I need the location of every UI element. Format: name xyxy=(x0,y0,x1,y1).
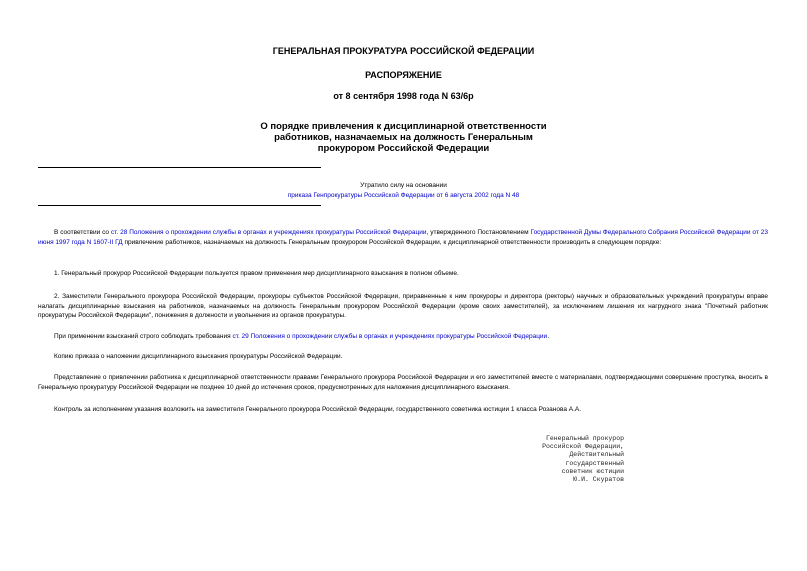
doc-title-line: работников, назначаемых на должность Генеральным xyxy=(274,132,533,143)
intro-text-1: В соответствии со xyxy=(54,229,111,236)
org-header: ГЕНЕРАЛЬНАЯ ПРОКУРАТУРА РОССИЙСКОЙ ФЕДЕРАЦИИ xyxy=(272,46,535,56)
intro-text-3: привлечение работников, назначаемых на должность Генеральным прокурором Российской Федерации, к дисциплинарной ответственности производить в следующем порядке: xyxy=(122,238,662,246)
paragraph-5: Представление о привлечении работника к дисциплинарной ответственности правами Генерального прокурора Российской Федерации и его заместителей вместе с материалами, подтверждающими совершение проступка, вносить в Генеральную прокуратуру Российской Федерации не позднее 10 дней до истечения сроков, предусмотренных для наложения дисциплинарного взыскания. xyxy=(38,374,768,391)
signature-block xyxy=(520,435,624,484)
doc-title-line: О порядке привлечения к дисциплинарной ответственности xyxy=(260,121,547,132)
signature-line: государственный xyxy=(565,459,624,467)
intro-paragraph xyxy=(38,228,768,247)
date-number: от 8 сентября 1998 года N 63/6р xyxy=(333,91,474,101)
divider-top xyxy=(38,167,321,168)
divider-bottom xyxy=(38,205,321,206)
p3-text-2: . xyxy=(547,333,549,340)
intro-text-2: , утвержденного Постановлением xyxy=(426,229,531,236)
paragraph-6: Контроль за исполнением указания возложить на заместителя Генерального прокурора Российской Федерации, государственного советника юстиции 1 класса Розанова А.А. xyxy=(54,406,582,413)
signature-line: Действительный xyxy=(569,451,624,459)
signature-line: Российской Федерации, xyxy=(542,443,624,451)
intro-link-article-28[interactable]: ст. 28 Положения о прохождении службы в органах и учреждениях прокуратуры Российской Федерации xyxy=(110,229,427,236)
paragraph-4: Копию приказа о наложении дисциплинарного взыскания прокуратуры Российской Федерации. xyxy=(54,353,343,360)
intro-link-duma-resolution[interactable]: Государственной Думы Федерального Собрания Российской Федерации от 23 июня 1997 года N 1607-II ГД xyxy=(38,229,768,246)
signature-line: советник юстиции xyxy=(561,467,624,475)
doc-type: РАСПОРЯЖЕНИЕ xyxy=(365,70,442,80)
paragraph-1: 1. Генеральный прокурор Российской Федерации пользуется правом применения мер дисциплинарного взыскания в полном объеме. xyxy=(54,270,459,277)
p3-text-1: При применении взысканий строго соблюдать требования xyxy=(54,333,233,340)
doc-title xyxy=(0,121,807,154)
annulment-text: Утратило силу на основании xyxy=(360,182,447,189)
signature-line: Генеральный прокурор xyxy=(545,435,624,442)
p3-link-article-29[interactable]: ст. 29 Положения о прохождении службы в органах и учреждениях прокуратуры Российской Федерации xyxy=(232,333,548,340)
paragraph-2: 2. Заместители Генерального прокурора Российской Федерации, прокуроры субъектов Российской Федерации, приравненные к ним прокуроры и директора (ректоры) научных и образовательных учреждений прокуратуры вправе налагать дисциплинарные взыскания на работников, назначаемых на должность Генеральным прокурором Российской Федерации (кроме своих заместителей), за исключением лишения их нагрудного знака "Почетный работник прокуратуры Российской Федерации", понижения в должности и увольнения из органов прокуратуры. xyxy=(38,293,768,319)
annulment-link[interactable]: приказа Генпрокуратуры Российской Федерации от 6 августа 2002 года N 48 xyxy=(287,192,520,199)
paragraph-3 xyxy=(38,332,768,342)
signature-name: Ю.И. Скуратов xyxy=(573,476,624,484)
doc-title-line: прокурором Российской Федерации xyxy=(317,143,490,154)
annulment-link-row xyxy=(0,191,807,200)
